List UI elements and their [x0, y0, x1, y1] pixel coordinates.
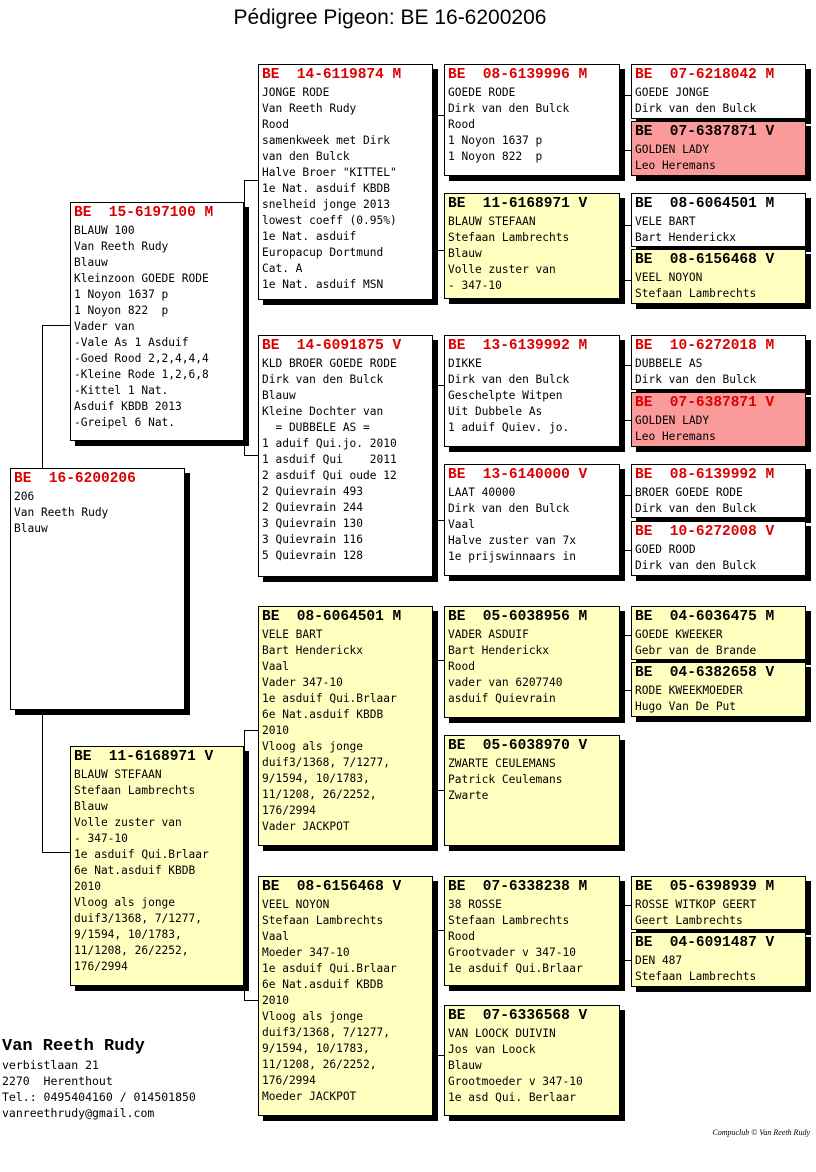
card-line: Rood — [448, 118, 475, 131]
card-line: 2 Quievrain 493 — [262, 485, 364, 498]
card-line: DIKKE — [448, 357, 482, 370]
card-line: BLAUW 100 — [74, 224, 135, 237]
card-line: 2010 — [262, 994, 289, 1007]
ancestor-card — [631, 64, 806, 119]
connector-line — [436, 790, 444, 791]
card-line: 3 Quievrain 130 — [262, 517, 364, 530]
card-line: Dirk van den Bulck — [262, 373, 384, 386]
connector-line — [436, 1055, 444, 1056]
connector-line — [244, 455, 258, 456]
card-line: Stefaan Lambrechts — [635, 287, 757, 300]
card-line: 1 asduif Qui 2011 — [262, 453, 397, 466]
ring-number: BE 08-6064501 M — [635, 196, 775, 212]
card-line: VELE BART — [262, 628, 323, 641]
card-line: BROER GOEDE RODE — [635, 486, 743, 499]
card-line: 1 aduif Qui.jo. 2010 — [262, 437, 397, 450]
card-line: samenkweek met Dirk — [262, 134, 390, 147]
connector-line — [436, 520, 444, 521]
card-line: 2 asduif Qui oude 12 — [262, 469, 397, 482]
card-line: Stefaan Lambrechts — [448, 914, 570, 927]
card-line: Dirk van den Bulck — [448, 102, 570, 115]
card-line: ZWARTE CEULEMANS — [448, 757, 556, 770]
ancestor-card — [444, 606, 620, 718]
card-line: Van Reeth Rudy — [262, 102, 357, 115]
ring-number: BE 05-6038956 M — [448, 609, 588, 625]
ring-number: BE 14-6091875 V — [262, 338, 402, 354]
card-line: Dirk van den Bulck — [635, 502, 757, 515]
card-line: Dirk van den Bulck — [635, 373, 757, 386]
card-line: VELE BART — [635, 215, 696, 228]
card-line: Rood — [262, 118, 289, 131]
card-line: 1e asduif Qui.Brlaar — [448, 962, 583, 975]
card-line: Dirk van den Bulck — [448, 502, 570, 515]
card-line: -Vale As 1 Asduif — [74, 336, 189, 349]
ring-number: BE 08-6139992 M — [635, 467, 775, 483]
connector-line — [436, 930, 444, 931]
connector-line — [436, 115, 437, 250]
card-line: RODE KWEEKMOEDER — [635, 684, 743, 697]
card-line: Kleine Dochter van — [262, 405, 384, 418]
card-line: Blauw — [448, 247, 482, 260]
card-line: 11/1208, 26/2252, — [262, 1058, 377, 1071]
connector-line — [436, 250, 444, 251]
card-line: Vloog als jonge — [74, 896, 176, 909]
ring-number: BE 04-6382658 V — [635, 665, 775, 681]
card-line: - 347-10 — [448, 279, 502, 292]
connector-line — [42, 325, 70, 326]
card-line: DUBBELE AS — [635, 357, 703, 370]
card-line: 6e Nat.asduif KBDB — [74, 864, 196, 877]
ancestor-card — [631, 606, 806, 660]
card-line: 1e Nat. asduif MSN — [262, 278, 384, 291]
card-line: 1 Noyon 1637 p — [74, 288, 169, 301]
connector-line — [623, 495, 631, 496]
dam-card — [70, 746, 244, 986]
grandsire-maternal-card — [258, 606, 433, 846]
card-line: 2 Quievrain 244 — [262, 501, 364, 514]
card-line: 176/2994 — [74, 960, 128, 973]
ancestor-card — [444, 193, 620, 299]
connector-line — [436, 385, 437, 520]
connector-line — [42, 852, 70, 853]
card-line: VEEL NOYON — [635, 271, 703, 284]
card-line: 206 — [14, 490, 35, 503]
card-line: duif3/1368, 7/1277, — [74, 912, 202, 925]
card-line: Stefaan Lambrechts — [448, 231, 570, 244]
card-line: Rood — [448, 930, 475, 943]
card-line: 1e asd Qui. Berlaar — [448, 1091, 576, 1104]
ring-number: BE 05-6398939 M — [635, 879, 775, 895]
card-line: VAN LOOCK DUIVIN — [448, 1027, 556, 1040]
owner-info — [2, 1037, 196, 1121]
card-line: Hugo Van De Put — [635, 700, 737, 713]
card-line: 1e Nat. asduif KBDB — [262, 182, 390, 195]
ring-number: BE 08-6156468 V — [262, 879, 402, 895]
connector-line — [436, 930, 437, 1055]
card-line: Blauw — [262, 389, 296, 402]
ring-number: BE 16-6200206 — [14, 471, 136, 487]
ancestor-card — [444, 335, 620, 447]
card-line: = DUBBELE AS = — [262, 421, 370, 434]
connector-line — [623, 635, 624, 690]
connector-line — [623, 905, 624, 960]
sire-card — [70, 202, 244, 441]
ring-number: BE 04-6036475 M — [635, 609, 775, 625]
connector-line — [623, 95, 631, 96]
card-line: 9/1594, 10/1783, — [262, 772, 370, 785]
card-line: Blauw — [448, 1059, 482, 1072]
connector-line — [623, 905, 631, 906]
card-line: GOEDE KWEEKER — [635, 628, 723, 641]
connector-line — [623, 420, 631, 421]
card-line: duif3/1368, 7/1277, — [262, 756, 390, 769]
card-line: Rood — [448, 660, 475, 673]
card-line: Patrick Ceulemans — [448, 773, 563, 786]
card-line: Stefaan Lambrechts — [74, 784, 196, 797]
ring-number: BE 14-6119874 M — [262, 67, 402, 83]
card-line: Zwarte — [448, 789, 489, 802]
card-line: 1e prijswinnaars in — [448, 550, 576, 563]
card-line: -Kittel 1 Nat. — [74, 384, 169, 397]
granddam-maternal-card — [258, 876, 433, 1116]
card-line: 9/1594, 10/1783, — [262, 1042, 370, 1055]
card-line: LAAT 40000 — [448, 486, 516, 499]
card-line: 11/1208, 26/2252, — [262, 788, 377, 801]
ring-number: BE 07-6387871 V — [635, 124, 775, 140]
card-line: Vaal — [262, 930, 289, 943]
connector-line — [42, 712, 43, 852]
ring-number: BE 08-6156468 V — [635, 252, 775, 268]
card-line: 176/2994 — [262, 804, 316, 817]
card-line: Stefaan Lambrechts — [262, 914, 384, 927]
card-line: duif3/1368, 7/1277, — [262, 1026, 390, 1039]
card-line: -Kleine Rode 1,2,6,8 — [74, 368, 209, 381]
connector-line — [244, 180, 245, 320]
card-line: JONGE RODE — [262, 86, 330, 99]
card-line: Blauw — [74, 800, 108, 813]
card-line: Grootmoeder v 347-10 — [448, 1075, 583, 1088]
card-line: Blauw — [74, 256, 108, 269]
ancestor-card — [631, 662, 806, 717]
ancestor-card — [444, 64, 620, 176]
card-line: 3 Quievrain 116 — [262, 533, 364, 546]
card-line: GOLDEN LADY — [635, 414, 710, 427]
card-line: Vloog als jonge — [262, 1010, 364, 1023]
ancestor-card — [631, 876, 806, 930]
card-line: VADER ASDUIF — [448, 628, 529, 641]
ring-number: BE 04-6091487 V — [635, 935, 775, 951]
card-line: Bart Henderickx — [262, 644, 364, 657]
card-line: 1 Noyon 822 p — [74, 304, 169, 317]
connector-line — [244, 850, 245, 1000]
ancestor-card — [444, 464, 620, 576]
owner-name: Van Reeth Rudy — [2, 1037, 145, 1056]
card-line: Leo Heremans — [635, 159, 716, 172]
grandsire-paternal-card — [258, 64, 433, 300]
card-line: Bart Henderickx — [448, 644, 550, 657]
card-line: Vloog als jonge — [262, 740, 364, 753]
card-line: snelheid jonge 2013 — [262, 198, 390, 211]
owner-phone: Tel.: 0495404160 / 014501850 — [2, 1090, 196, 1104]
card-line: 9/1594, 10/1783, — [74, 928, 182, 941]
card-line: Van Reeth Rudy — [74, 240, 169, 253]
card-line: - 347-10 — [74, 832, 128, 845]
card-line: asduif Quievrain — [448, 692, 556, 705]
card-line: 1 Noyon 1637 p — [448, 134, 543, 147]
ancestor-card — [631, 464, 806, 518]
connector-line — [623, 635, 631, 636]
card-line: DEN 487 — [635, 954, 683, 967]
card-line: ROSSE WITKOP GEERT — [635, 898, 757, 911]
connector-line — [623, 550, 631, 551]
card-line: Dirk van den Bulck — [635, 102, 757, 115]
card-line: Blauw — [14, 522, 48, 535]
card-line: 11/1208, 26/2252, — [74, 944, 189, 957]
ring-number: BE 11-6168971 V — [448, 196, 588, 212]
connector-line — [623, 495, 624, 550]
card-line: van den Bulck — [262, 150, 350, 163]
card-line: Vader van — [74, 320, 135, 333]
connector-line — [623, 365, 624, 420]
card-line: 2010 — [74, 880, 101, 893]
main-pigeon-card — [10, 468, 185, 710]
card-line: vader van 6207740 — [448, 676, 563, 689]
ancestor-card — [631, 392, 806, 447]
card-line: Leo Heremans — [635, 430, 716, 443]
card-line: Jos van Loock — [448, 1043, 536, 1056]
connector-line — [623, 280, 631, 281]
card-line: 1 Noyon 822 p — [448, 150, 543, 163]
granddam-paternal-card — [258, 335, 433, 577]
ring-number: BE 08-6139996 M — [448, 67, 588, 83]
connector-line — [244, 1000, 258, 1001]
card-line: Vaal — [262, 660, 289, 673]
card-line: Vader JACKPOT — [262, 820, 350, 833]
connector-line — [623, 365, 631, 366]
owner-city: 2270 Herenthout — [2, 1074, 113, 1088]
card-line: 5 Quievrain 128 — [262, 549, 364, 562]
ring-number: BE 13-6139992 M — [448, 338, 588, 354]
card-line: Kleinzoon GOEDE RODE — [74, 272, 209, 285]
ring-number: BE 13-6140000 V — [448, 467, 588, 483]
card-line: Halve Broer "KITTEL" — [262, 166, 397, 179]
card-line: 1e asduif Qui.Brlaar — [262, 692, 397, 705]
card-line: Moeder JACKPOT — [262, 1090, 357, 1103]
card-line: Grootvader v 347-10 — [448, 946, 576, 959]
card-line: Geert Lambrechts — [635, 914, 743, 927]
card-line: 1 aduif Quiev. jo. — [448, 421, 570, 434]
card-line: 176/2994 — [262, 1074, 316, 1087]
card-line: Stefaan Lambrechts — [635, 970, 757, 983]
ancestor-card — [631, 249, 806, 304]
ancestor-card — [444, 876, 620, 986]
credit-text: Compuclub © Van Reeth Rudy — [712, 1128, 810, 1137]
card-line: Dirk van den Bulck — [448, 373, 570, 386]
ring-number: BE 08-6064501 M — [262, 609, 402, 625]
connector-line — [244, 320, 245, 455]
page-title: Pédigree Pigeon: BE 16-6200206 — [233, 6, 547, 29]
card-line: 38 ROSSE — [448, 898, 502, 911]
ancestor-card — [631, 121, 806, 176]
connector-line — [244, 730, 245, 850]
card-line: Cat. A — [262, 262, 303, 275]
card-line: Vaal — [448, 518, 475, 531]
connector-line — [244, 730, 258, 731]
connector-line — [436, 660, 437, 790]
connector-line — [623, 960, 631, 961]
card-line: Europacup Dortmund — [262, 246, 384, 259]
card-line: KLD BROER GOEDE RODE — [262, 357, 397, 370]
card-line: 1e asduif Qui.Brlaar — [74, 848, 209, 861]
card-line: Gebr van de Brande — [635, 644, 757, 657]
ring-number: BE 10-6272008 V — [635, 524, 775, 540]
ring-number: BE 10-6272018 M — [635, 338, 775, 354]
card-line: VEEL NOYON — [262, 898, 330, 911]
owner-email: vanreethrudy@gmail.com — [2, 1106, 155, 1120]
card-line: -Goed Rood 2,2,4,4,4 — [74, 352, 209, 365]
card-line: GOEDE JONGE — [635, 86, 710, 99]
card-line: 1e asduif Qui.Brlaar — [262, 962, 397, 975]
ring-number: BE 05-6038970 V — [448, 738, 588, 754]
card-line: GOED ROOD — [635, 543, 696, 556]
ancestor-card — [631, 521, 806, 576]
connector-line — [623, 225, 624, 280]
card-line: Dirk van den Bulck — [635, 559, 757, 572]
connector-line — [623, 95, 624, 150]
card-line: 2010 — [262, 724, 289, 737]
connector-line — [436, 385, 444, 386]
card-line: Van Reeth Rudy — [14, 506, 109, 519]
connector-line — [623, 690, 631, 691]
connector-line — [623, 150, 631, 151]
card-line: GOLDEN LADY — [635, 143, 710, 156]
owner-street: verbistlaan 21 — [2, 1058, 99, 1072]
card-line: 6e Nat.asduif KBDB — [262, 978, 384, 991]
ancestor-card — [631, 932, 806, 987]
card-line: Asduif KBDB 2013 — [74, 400, 182, 413]
card-line: Volle zuster van — [448, 263, 556, 276]
connector-line — [436, 115, 444, 116]
card-line: Halve zuster van 7x — [448, 534, 576, 547]
ancestor-card — [631, 335, 806, 390]
connector-line — [623, 225, 631, 226]
card-line: Geschelpte Witpen — [448, 389, 563, 402]
ring-number: BE 07-6218042 M — [635, 67, 775, 83]
card-line: Vader 347-10 — [262, 676, 343, 689]
ring-number: BE 11-6168971 V — [74, 749, 214, 765]
card-line: -Greipel 6 Nat. — [74, 416, 176, 429]
card-line: 6e Nat.asduif KBDB — [262, 708, 384, 721]
connector-line — [244, 180, 258, 181]
ancestor-card — [444, 735, 620, 846]
card-line: BLAUW STEFAAN — [448, 215, 536, 228]
ancestor-card — [444, 1005, 620, 1116]
ring-number: BE 07-6387871 V — [635, 395, 775, 411]
connector-line — [42, 325, 43, 470]
card-line: GOEDE RODE — [448, 86, 516, 99]
ring-number: BE 07-6338238 M — [448, 879, 588, 895]
card-line: Volle zuster van — [74, 816, 182, 829]
card-line: 1e Nat. asduif — [262, 230, 357, 243]
card-line: Moeder 347-10 — [262, 946, 350, 959]
connector-line — [436, 660, 444, 661]
ring-number: BE 07-6336568 V — [448, 1008, 588, 1024]
card-line: Uit Dubbele As — [448, 405, 543, 418]
card-line: BLAUW STEFAAN — [74, 768, 162, 781]
ancestor-card — [631, 193, 806, 247]
card-line: lowest coeff (0.95%) — [262, 214, 397, 227]
card-line: Bart Henderickx — [635, 231, 737, 244]
ring-number: BE 15-6197100 M — [74, 205, 214, 221]
